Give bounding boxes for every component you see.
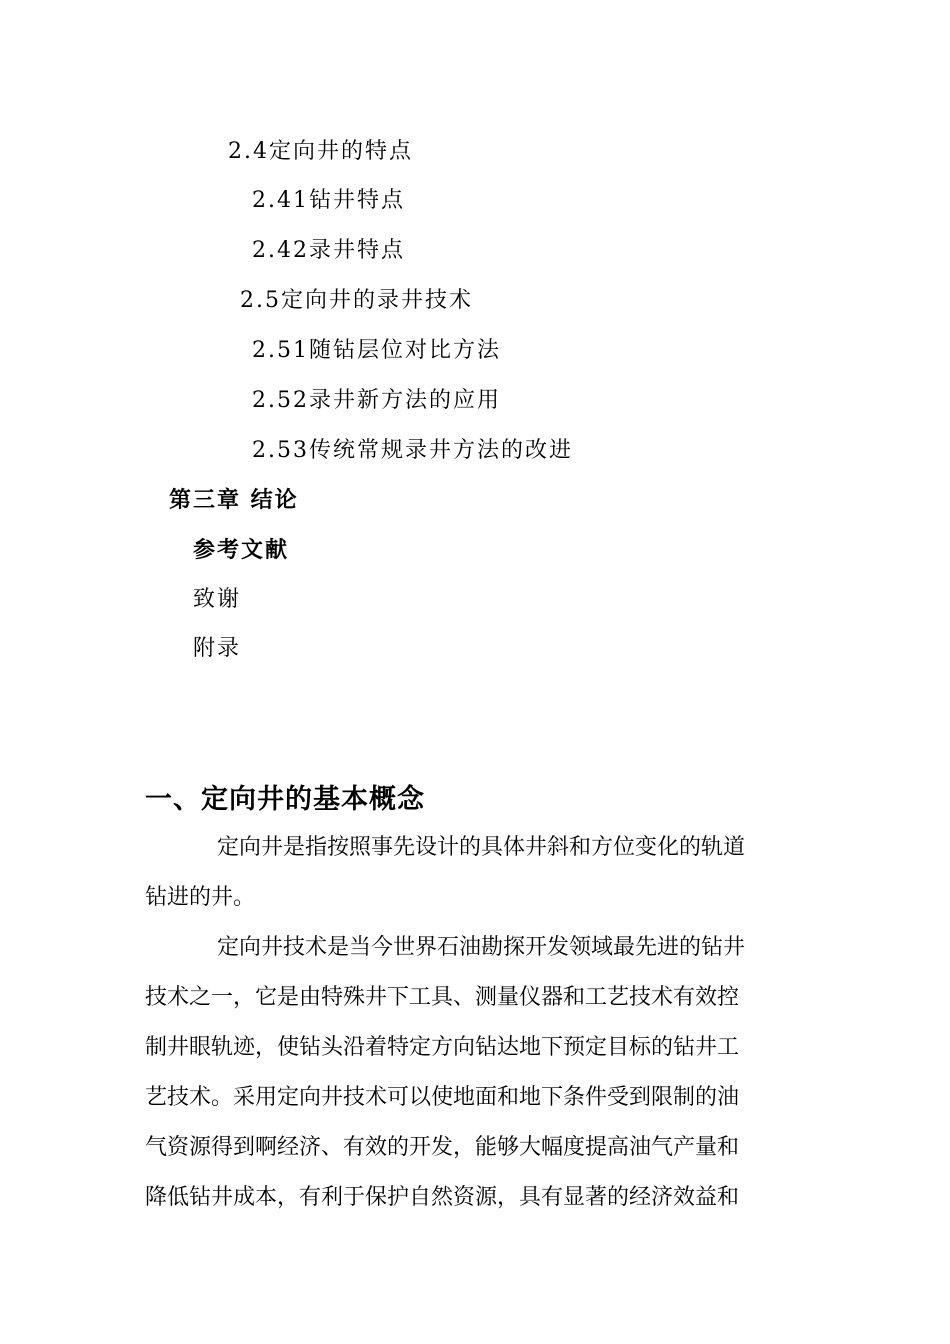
toc-item-2-42: 2.42录井特点: [252, 238, 405, 263]
paragraph-2-line-2: 技术之一，它是由特殊井下工具、测量仪器和工艺技术有效控: [145, 985, 740, 1010]
paragraph-2-line-6: 降低钻井成本，有利于保护自然资源，具有显著的经济效益和: [145, 1185, 740, 1210]
toc-item-2-4: 2.4定向井的特点: [228, 139, 413, 164]
section-heading: 一、定向井的基本概念: [145, 784, 425, 815]
toc-item-2-53: 2.53传统常规录井方法的改进: [252, 438, 573, 463]
paragraph-2-line-1: 定向井技术是当今世界石油勘探开发领域最先进的钻井: [217, 935, 746, 960]
paragraph-1-line-1: 定向井是指按照事先设计的具体井斜和方位变化的轨道: [217, 835, 746, 860]
toc-item-2-41: 2.41钻井特点: [252, 188, 405, 213]
paragraph-2-line-4: 艺技术。采用定向井技术可以使地面和地下条件受到限制的油: [145, 1085, 740, 1110]
paragraph-2-line-3: 制井眼轨迹，使钻头沿着特定方向钻达地下预定目标的钻井工: [145, 1035, 740, 1060]
toc-item-2-52: 2.52录井新方法的应用: [252, 388, 501, 413]
toc-item-acknowledgements: 致谢: [193, 587, 242, 612]
paragraph-2-line-5: 气资源得到啊经济、有效的开发，能够大幅度提高油气产量和: [145, 1135, 740, 1160]
toc-item-chapter-3: 第三章 结论: [169, 487, 299, 513]
paragraph-1-line-2: 钻进的井。: [145, 885, 256, 910]
toc-item-appendix: 附录: [193, 636, 242, 661]
toc-item-2-5: 2.5定向井的录井技术: [240, 288, 473, 313]
toc-item-references: 参考文献: [193, 537, 290, 563]
toc-item-2-51: 2.51随钻层位对比方法: [252, 338, 501, 363]
